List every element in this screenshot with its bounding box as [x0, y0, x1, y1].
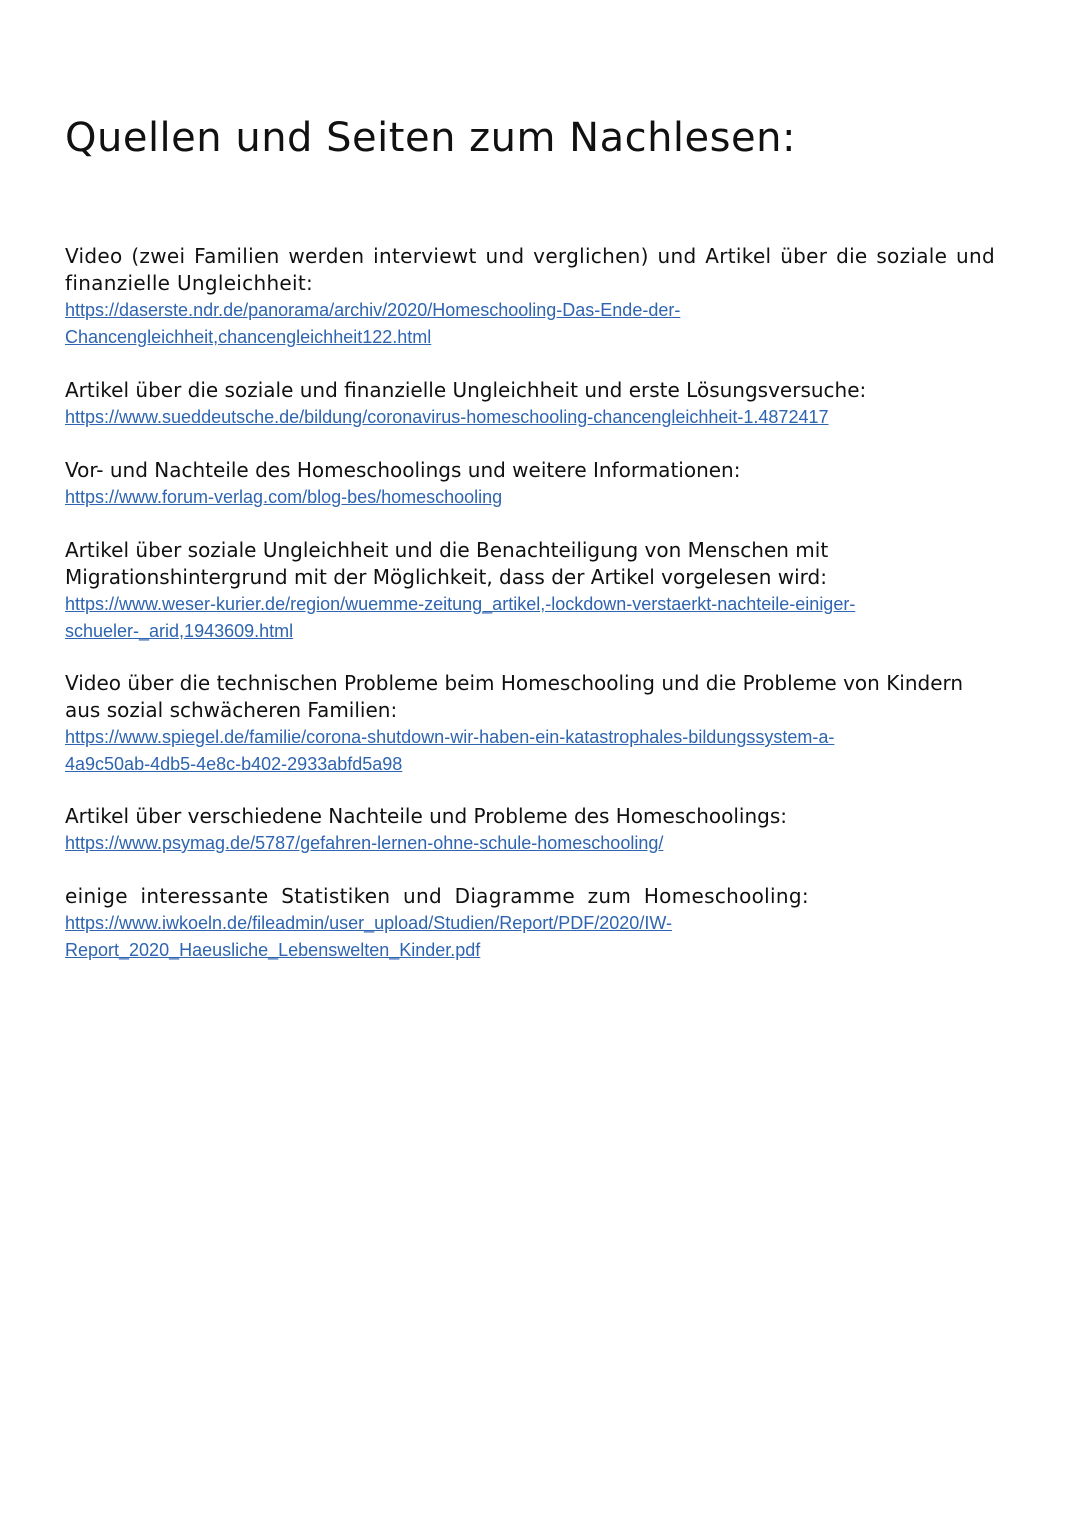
- source-link[interactable]: [65, 830, 995, 857]
- source-link-line: 4a9c50ab-4db5-4e8c-b402-2933abfd5a98: [65, 754, 403, 774]
- source-item-6: [65, 803, 995, 857]
- source-item-1: [65, 243, 995, 351]
- page-title: Quellen und Seiten zum Nachlesen:: [65, 115, 796, 161]
- source-item-5: [65, 670, 995, 778]
- source-link-line: https://www.spiegel.de/familie/corona-shutdown-wir-haben-ein-katastrophales-bildungssystem-a-: [65, 727, 835, 747]
- source-link-line: Chancengleichheit,chancengleichheit122.html: [65, 327, 432, 347]
- source-link-line: https://www.forum-verlag.com/blog-bes/homeschooling: [65, 487, 503, 507]
- source-item-4: [65, 537, 995, 645]
- source-link-line: https://www.iwkoeln.de/fileadmin/user_upload/Studien/Report/PDF/2020/IW-: [65, 913, 672, 933]
- source-item-3: [65, 457, 995, 511]
- source-description: Artikel über die soziale und finanzielle Ungleichheit und erste Lösungsversuche:: [65, 378, 867, 402]
- source-description: Vor- und Nachteile des Homeschoolings und weitere Informationen:: [65, 458, 741, 482]
- source-link[interactable]: [65, 910, 995, 964]
- source-link-line: schueler-_arid,1943609.html: [65, 621, 294, 641]
- source-item-7: [65, 883, 995, 964]
- source-description: Artikel über verschiedene Nachteile und Probleme des Homeschoolings:: [65, 804, 787, 828]
- source-link-line: https://daserste.ndr.de/panorama/archiv/2020/Homeschooling-Das-Ende-der-: [65, 300, 681, 320]
- source-description: Video (zwei Familien werden interviewt und verglichen) und Artikel über die soziale und finanzielle Ungleichheit:: [65, 244, 995, 295]
- source-link[interactable]: [65, 591, 995, 645]
- source-link-line: Report_2020_Haeusliche_Lebenswelten_Kinder.pdf: [65, 940, 481, 960]
- source-link[interactable]: [65, 484, 995, 511]
- source-link[interactable]: [65, 404, 995, 431]
- source-link-line: https://www.sueddeutsche.de/bildung/coronavirus-homeschooling-chancengleichheit-1.4872417: [65, 407, 829, 427]
- source-item-2: [65, 377, 995, 431]
- source-link[interactable]: [65, 297, 995, 351]
- source-description: Artikel über soziale Ungleichheit und die Benachteiligung von Menschen mit Migrationshintergrund mit der Möglichkeit, dass der Artikel vorgelesen wird:: [65, 538, 829, 589]
- source-link-line: https://www.weser-kurier.de/region/wuemme-zeitung_artikel,-lockdown-verstaerkt-nachteile-einiger-: [65, 594, 856, 614]
- source-description: Video über die technischen Probleme beim Homeschooling und die Probleme von Kindern aus sozial schwächeren Familien:: [65, 671, 964, 722]
- source-link-line: https://www.psymag.de/5787/gefahren-lernen-ohne-schule-homeschooling/: [65, 833, 664, 853]
- source-link[interactable]: [65, 724, 995, 778]
- source-description: einige interessante Statistiken und Diagramme zum Homeschooling:: [65, 884, 809, 908]
